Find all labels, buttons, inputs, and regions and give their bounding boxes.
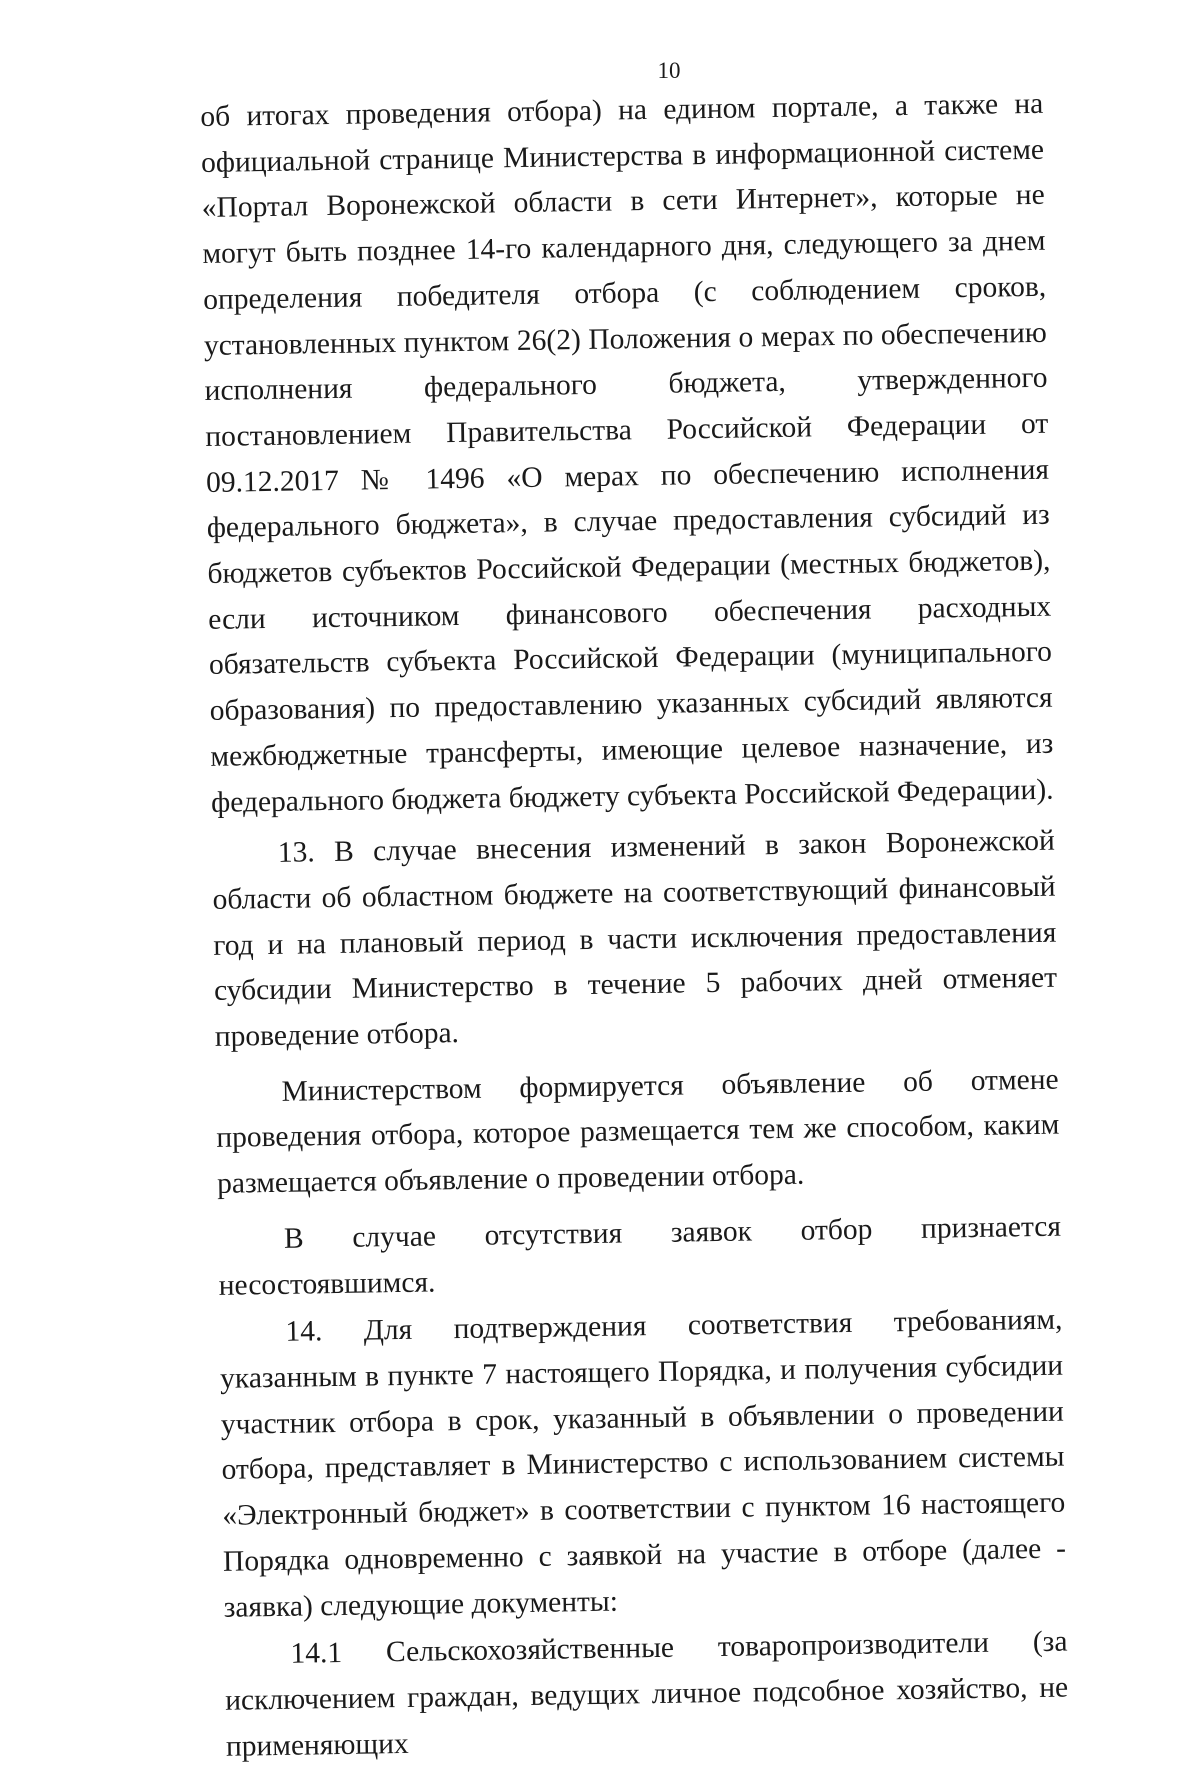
paragraph-cancellation-notice: Министерством формируется объявление об отмене проведения отбора, которое размещается тем же способом, каким размещается объявление о проведении отбора. [216, 1063, 1060, 1201]
paragraph-continuation: об итогах проведения отбора) на едином портале, а также на официальной странице Министерства в информационной системе «Портал Воронежской области в сети Интернет», которые не могут быть позднее 14-го календарного дня, следующего за днем определения победителя отбора (с соблюдением сроков, установленных пунктом 26(2) Положения о мерах по обеспечению исполнения федерального бюджета, утвержденного постановлением Правительства Российской Федерации от 09.12.2017 № 1496 «О мерах по обеспечению исполнения федерального бюджета», в случае предоставления субсидий из бюджетов субъектов Российской Федерации (местных бюджетов), если источником финансового обеспечения расходных обязательств субъекта Российской Федерации (муниципального образования) по предоставлению указанных субсидий являются межбюджетные трансферты, имеющие целевое назначение, из федерального бюджета бюджету субъекта Российской Федерации). [200, 87, 1054, 819]
document-body [200, 82, 1069, 1770]
paragraph-item-13: 13. В случае внесения изменений в закон Воронежской области об областном бюджете на соответствующий финансовый год и на плановый период в части исключения предоставления субсидии Министерство в течение 5 рабочих дней отменяет проведение отбора. [212, 824, 1058, 1053]
paragraph-item-14-1: 14.1 Сельскохозяйственные товаропроизводители (за исключением граждан, ведущих личное подсобное хозяйство, не применяющих [224, 1625, 1069, 1763]
paragraph-no-applications: В случае отсутствия заявок отбор признается несостоявшимся. [218, 1210, 1062, 1302]
paragraph-item-14: 14. Для подтверждения соответствия требованиям, указанным в пункте 7 настоящего Порядка, и получения субсидии участник отбора в срок, указанный в объявлении о проведении отбора, представляет в Министерство с использованием системы «Электронный бюджет» в соответствии с пунктом 16 настоящего Порядка одновременно с заявкой на участие в отборе (далее - заявка) следующие документы: [219, 1303, 1067, 1624]
page-number: 10 [657, 58, 681, 83]
